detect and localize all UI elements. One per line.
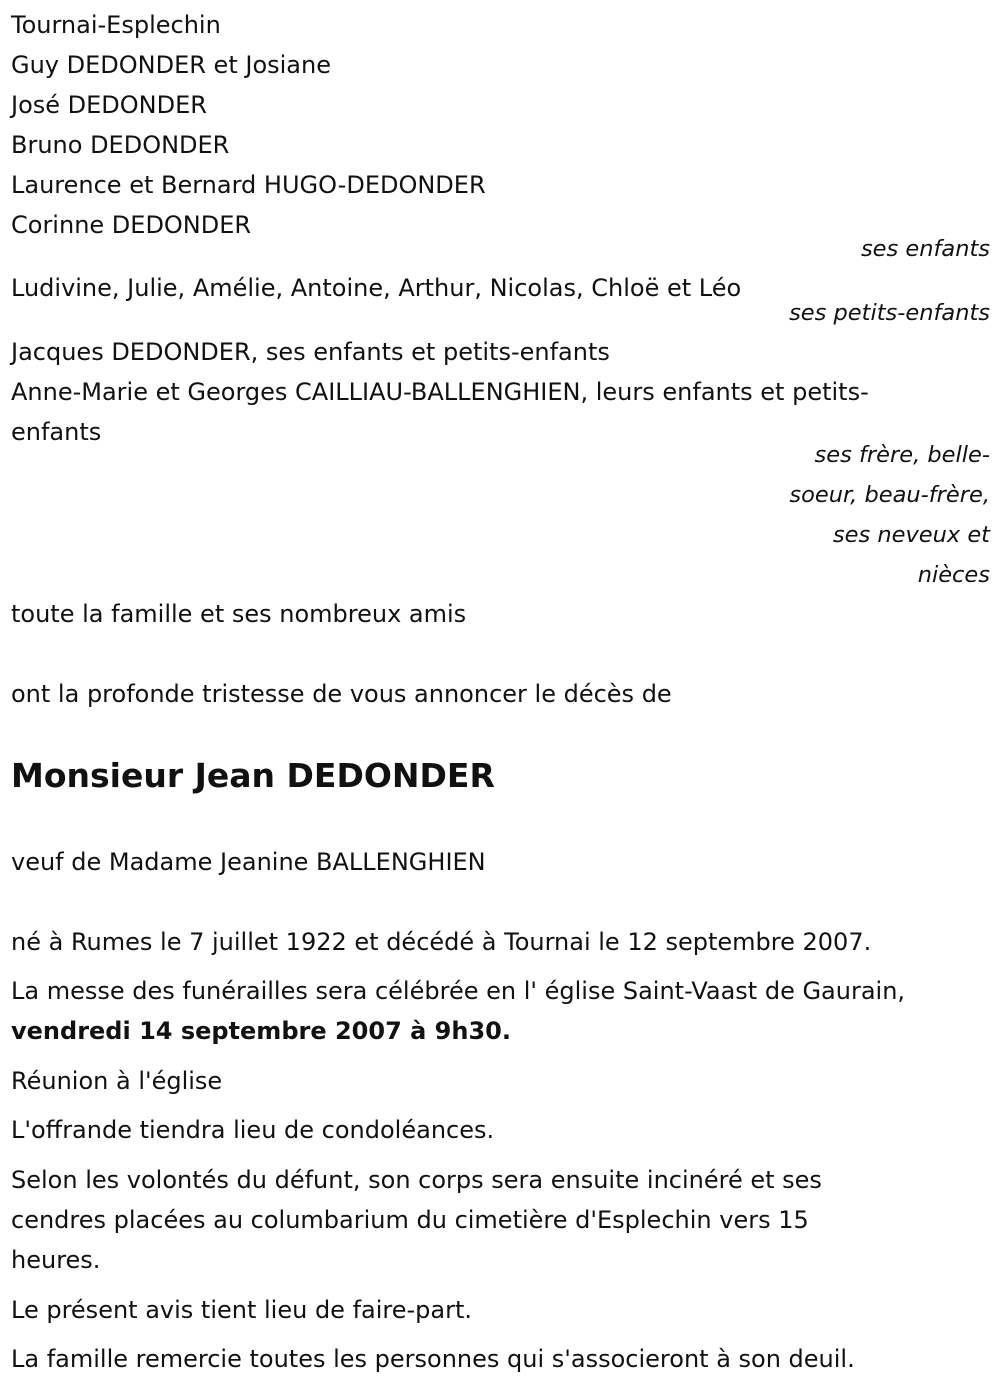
child-4: Laurence et Bernard HUGO-DEDONDER xyxy=(11,171,486,199)
siblings-line-3: enfants xyxy=(11,418,102,446)
spouse: veuf de Madame Jeanine BALLENGHIEN xyxy=(11,848,486,876)
child-3: Bruno DEDONDER xyxy=(11,131,230,159)
child-2: José DEDONDER xyxy=(11,91,207,119)
friends: toute la famille et ses nombreux amis xyxy=(11,600,467,628)
siblings-label-4: nièces xyxy=(917,562,990,588)
deceased-name: Monsieur Jean DEDONDER xyxy=(11,756,495,795)
grandchildren-label: ses petits-enfants xyxy=(789,300,990,326)
notice: Le présent avis tient lieu de faire-part. xyxy=(11,1296,473,1324)
siblings-line-1: Jacques DEDONDER, ses enfants et petits-enfants xyxy=(11,338,610,366)
grandchildren: Ludivine, Julie, Amélie, Antoine, Arthur, Nicolas, Chloë et Léo xyxy=(11,274,742,302)
thanks: La famille remercie toutes les personnes qui s'associeront à son deuil. xyxy=(11,1345,855,1373)
birth-death-dates: né à Rumes le 7 juillet 1922 et décédé à Tournai le 12 septembre 2007. xyxy=(11,928,872,956)
child-5: Corinne DEDONDER xyxy=(11,211,252,239)
cremation-line-2: cendres placées au columbarium du cimetière d'Esplechin vers 15 xyxy=(11,1206,809,1234)
child-1: Guy DEDONDER et Josiane xyxy=(11,51,331,79)
announcement: ont la profonde tristesse de vous annoncer le décès de xyxy=(11,680,672,708)
meeting-info: Réunion à l'église xyxy=(11,1067,223,1095)
cremation-line-3: heures. xyxy=(11,1246,101,1274)
siblings-label-3: ses neveux et xyxy=(832,522,990,548)
cremation-line-1: Selon les volontés du défunt, son corps sera ensuite incinéré et ses xyxy=(11,1166,822,1194)
mass-datetime: vendredi 14 septembre 2007 à 9h30. xyxy=(11,1017,511,1045)
location: Tournai-Esplechin xyxy=(11,11,221,39)
children-label: ses enfants xyxy=(860,236,990,262)
siblings-line-2: Anne-Marie et Georges CAILLIAU-BALLENGHIEN, leurs enfants et petits- xyxy=(11,378,869,406)
siblings-label-2: soeur, beau-frère, xyxy=(789,482,990,508)
siblings-label-1: ses frère, belle- xyxy=(814,442,990,468)
mass-info: La messe des funérailles sera célébrée en l' église Saint-Vaast de Gaurain, xyxy=(11,977,906,1005)
offering-info: L'offrande tiendra lieu de condoléances. xyxy=(11,1116,495,1144)
